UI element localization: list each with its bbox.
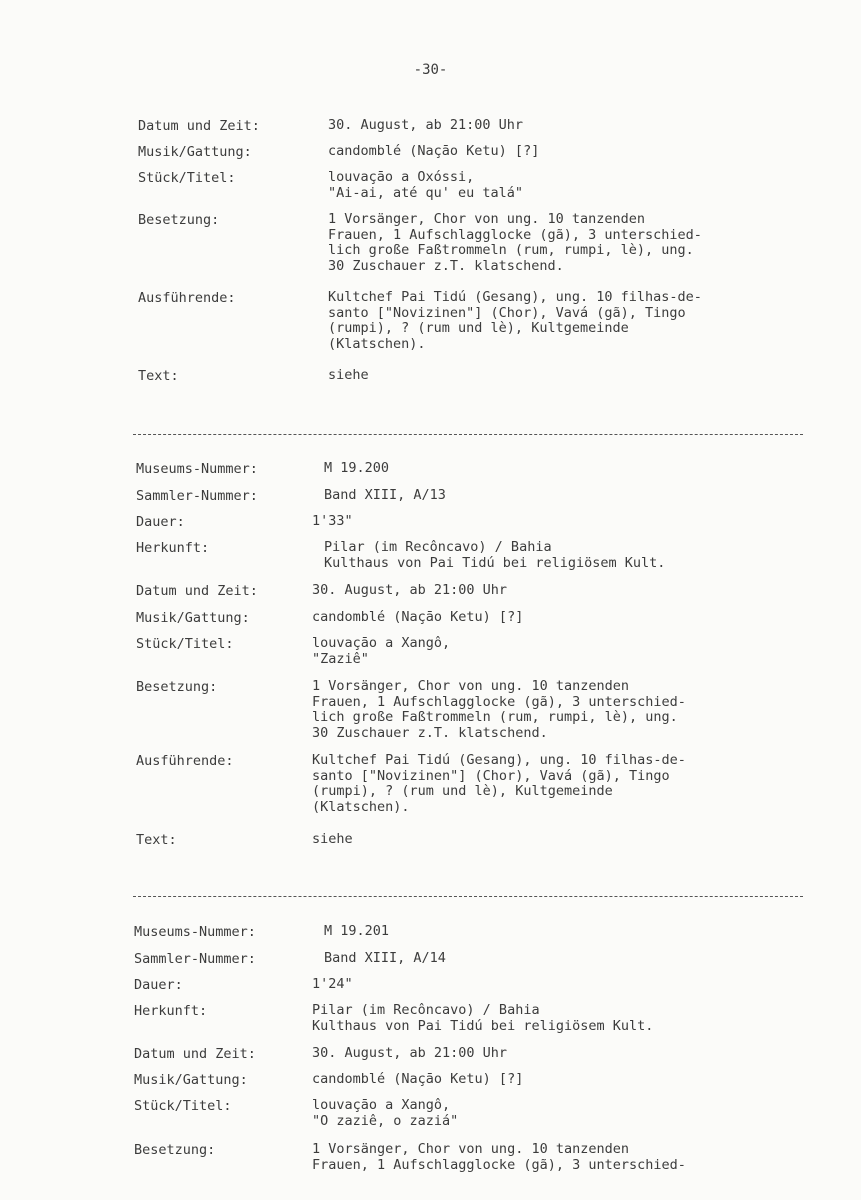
field-value: siehe	[328, 367, 369, 383]
field-label: Sammler-Nummer:	[134, 951, 256, 967]
field-label: Dauer:	[134, 977, 183, 993]
field-value: 1 Vorsänger, Chor von ung. 10 tanzenden Frauen, 1 Aufschlagglocke (gã), 3 unterschied- lich große Faßtrommeln (rum, rumpi, lè), ung. 30 Zuschauer z.T. klatschend.	[312, 678, 686, 741]
field-value: Band XIII, A/14	[324, 950, 446, 966]
field-label: Musik/Gattung:	[134, 1072, 248, 1088]
field-label: Herkunft:	[136, 540, 210, 556]
page-number: -30-	[413, 62, 448, 78]
field-value: Band XIII, A/13	[324, 487, 446, 503]
field-label: Ausführende:	[136, 753, 234, 769]
field-value: louvaçāo a Xangô, "O zaziê, o zaziá"	[312, 1097, 459, 1129]
field-label: Stück/Titel:	[138, 170, 236, 186]
field-value: 1 Vorsänger, Chor von ung. 10 tanzenden Frauen, 1 Aufschlagglocke (gã), 3 unterschied-	[312, 1141, 686, 1173]
field-value: Pilar (im Recôncavo) / Bahia Kulthaus von Pai Tidú bei religiösem Kult.	[312, 1002, 654, 1034]
field-value: candomblé (Naçāo Ketu) [?]	[312, 609, 524, 625]
field-value: siehe	[312, 831, 353, 847]
field-label: Museums-Nummer:	[134, 924, 256, 940]
field-value: candomblé (Naçāo Ketu) [?]	[312, 1071, 524, 1087]
field-label: Ausführende:	[138, 290, 236, 306]
field-label: Datum und Zeit:	[138, 118, 260, 134]
field-label: Musik/Gattung:	[138, 144, 252, 160]
field-label: Musik/Gattung:	[136, 610, 250, 626]
field-value: louvaçāo a Xangô, "Zaziê"	[312, 635, 451, 667]
field-label: Besetzung:	[134, 1142, 216, 1158]
field-value: louvaçāo a Oxóssi, "Ai-ai, até qu' eu talá"	[328, 169, 524, 201]
field-value: 1'24"	[312, 976, 353, 992]
field-label: Datum und Zeit:	[134, 1046, 256, 1062]
field-label: Text:	[136, 832, 177, 848]
field-value: 1'33"	[312, 513, 353, 529]
section-divider	[133, 896, 803, 897]
field-value: M 19.200	[324, 460, 390, 476]
field-label: Museums-Nummer:	[136, 461, 258, 477]
field-value: 30. August, ab 21:00 Uhr	[328, 117, 524, 133]
field-label: Besetzung:	[138, 212, 220, 228]
field-value: M 19.201	[324, 923, 390, 939]
field-value: 30. August, ab 21:00 Uhr	[312, 1045, 508, 1061]
field-value: 30. August, ab 21:00 Uhr	[312, 582, 508, 598]
field-label: Dauer:	[136, 514, 185, 530]
field-value: Pilar (im Recôncavo) / Bahia Kulthaus von Pai Tidú bei religiösem Kult.	[324, 539, 666, 571]
field-label: Stück/Titel:	[134, 1098, 232, 1114]
field-label: Stück/Titel:	[136, 636, 234, 652]
field-label: Herkunft:	[134, 1003, 208, 1019]
section-divider	[133, 434, 803, 435]
field-value: Kultchef Pai Tidú (Gesang), ung. 10 filhas-de- santo ["Novizinen"] (Chor), Vavá (gã), Tingo (rumpi), ? (rum und lè), Kultgemeinde (Klatschen).	[328, 289, 702, 352]
field-label: Sammler-Nummer:	[136, 488, 258, 504]
field-label: Text:	[138, 368, 179, 384]
field-label: Besetzung:	[136, 679, 218, 695]
field-label: Datum und Zeit:	[136, 583, 258, 599]
field-value: Kultchef Pai Tidú (Gesang), ung. 10 filhas-de- santo ["Novizinen"] (Chor), Vavá (gã), Tingo (rumpi), ? (rum und lè), Kultgemeinde (Klatschen).	[312, 752, 686, 815]
field-value: 1 Vorsänger, Chor von ung. 10 tanzenden Frauen, 1 Aufschlagglocke (gã), 3 unterschied- lich große Faßtrommeln (rum, rumpi, lè), ung. 30 Zuschauer z.T. klatschend.	[328, 211, 702, 274]
field-value: candomblé (Naçāo Ketu) [?]	[328, 143, 540, 159]
